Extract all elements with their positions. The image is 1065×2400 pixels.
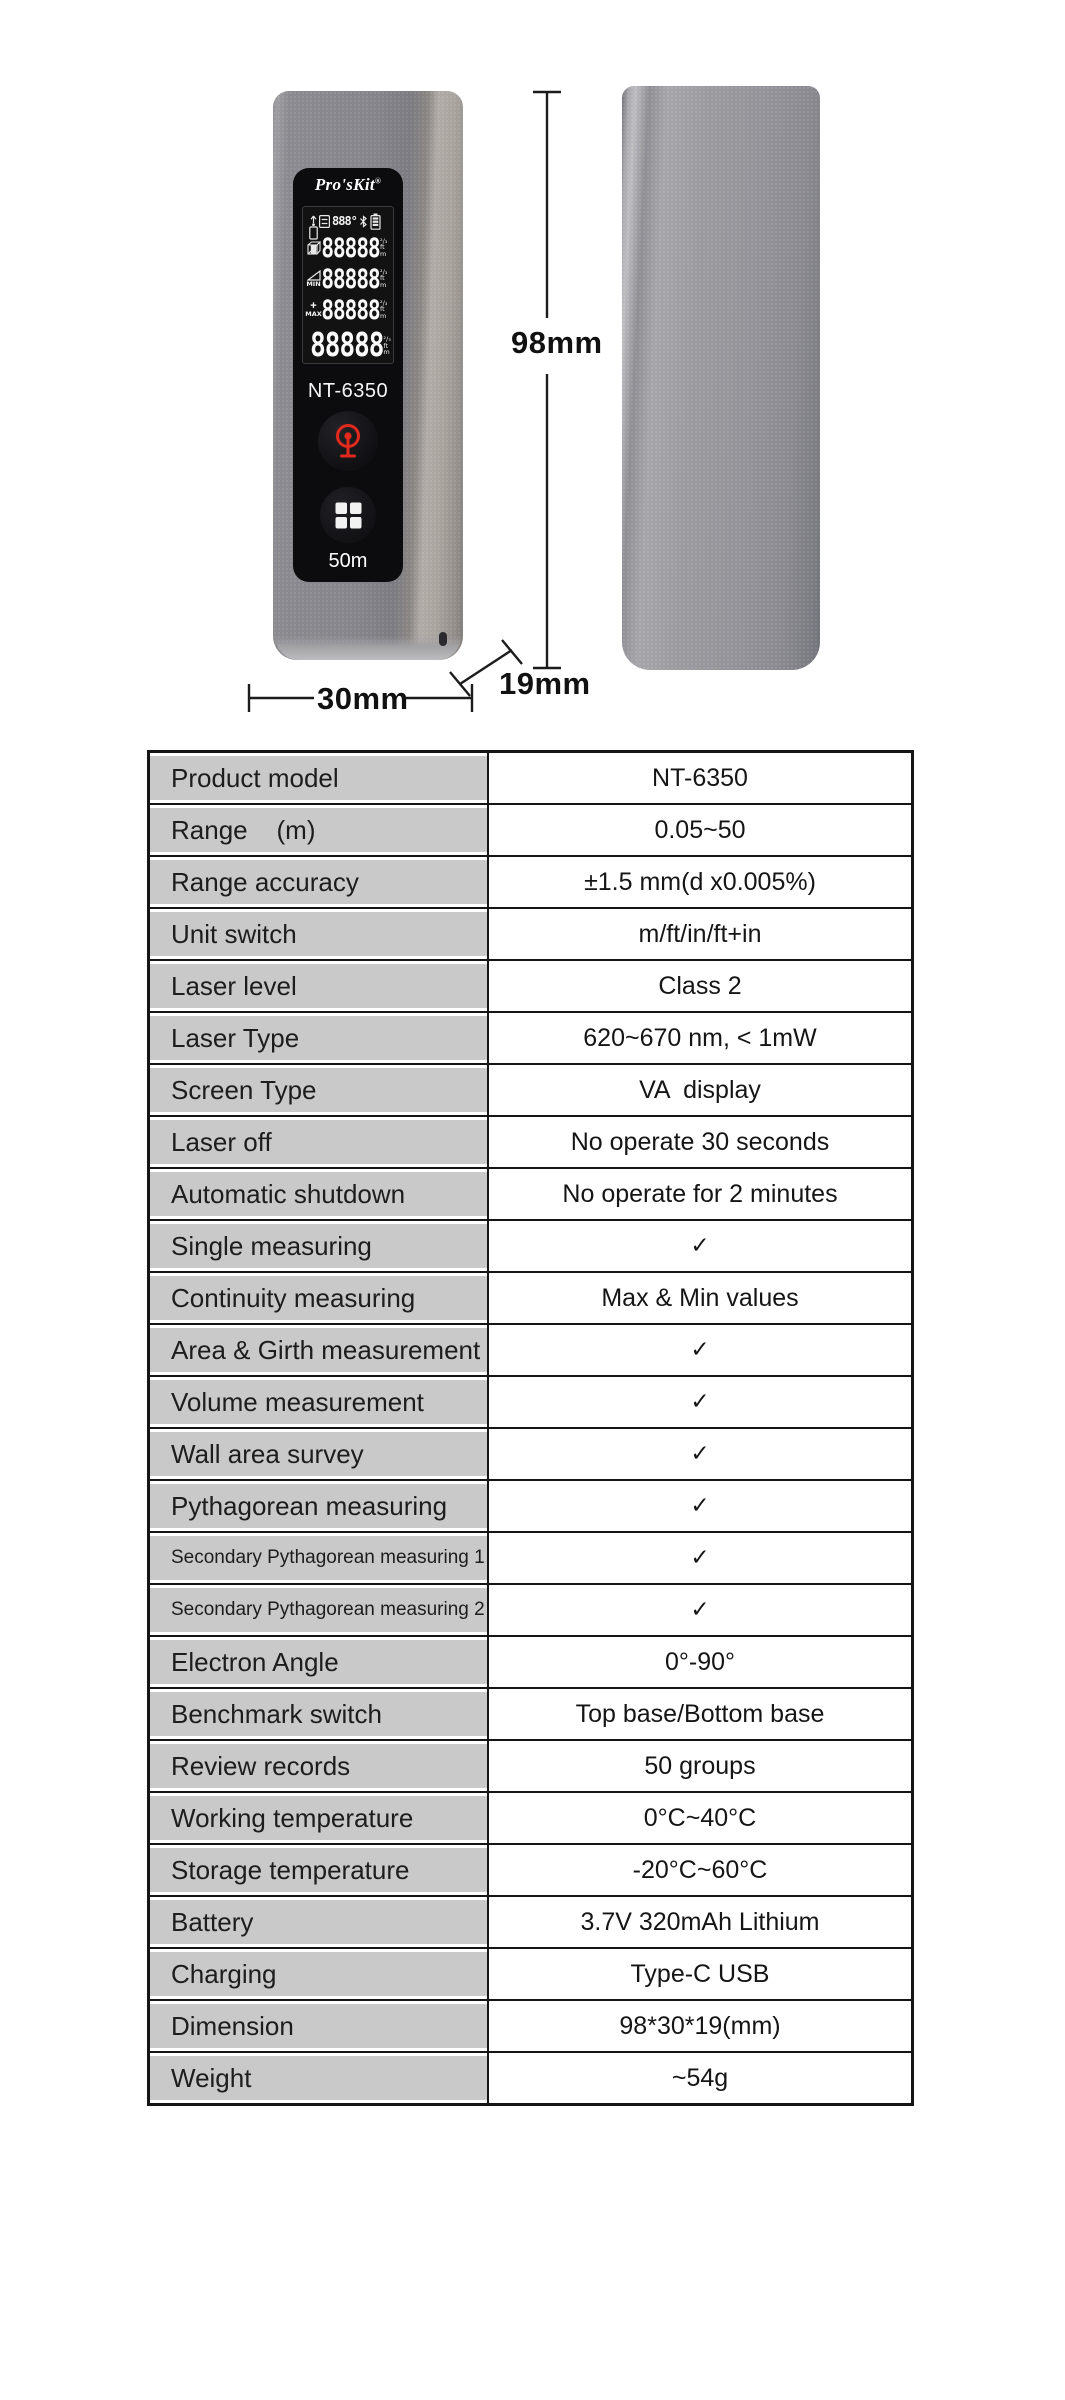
spec-value-cell: ✓ — [487, 1481, 911, 1531]
spec-value-cell: ✓ — [487, 1377, 911, 1427]
spec-value-cell: Type-C USB — [487, 1949, 911, 1999]
spec-value-cell: 98*30*19(mm) — [487, 2001, 911, 2051]
brand-logo — [293, 175, 403, 195]
usb-port — [439, 632, 447, 646]
plus-sign: + — [310, 299, 317, 312]
spec-value-cell: Top base/Bottom base — [487, 1689, 911, 1739]
spec-label-cell: Benchmark switch — [150, 1689, 487, 1739]
spec-label-cell: Volume measurement — [150, 1377, 487, 1427]
spec-table — [147, 750, 914, 2106]
spec-value-cell: ~54g — [487, 2053, 911, 2103]
spec-value-cell: 0.05~50 — [487, 805, 911, 855]
lcd-digits: 88888 — [321, 263, 380, 294]
spec-label-cell: Review records — [150, 1741, 487, 1791]
table-row — [150, 959, 911, 1011]
table-row — [150, 855, 911, 907]
records-icon — [319, 215, 330, 228]
table-row — [150, 1791, 911, 1843]
table-row — [150, 1843, 911, 1895]
spec-value-cell: ±1.5 mm(d x0.005%) — [487, 857, 911, 907]
spec-label-cell: Laser off — [150, 1117, 487, 1167]
lcd-screen — [302, 206, 394, 364]
brand-logo-text: Pro'sKit — [314, 175, 375, 194]
table-row — [150, 1011, 911, 1063]
spec-label-cell: Secondary Pythagorean measuring 2 — [150, 1585, 487, 1635]
spec-label-cell: Range (m) — [150, 805, 487, 855]
table-row — [150, 1947, 911, 1999]
spec-value-cell: Max & Min values — [487, 1273, 911, 1323]
table-row — [150, 1323, 911, 1375]
spec-value-cell: 3.7V 320mAh Lithium — [487, 1897, 911, 1947]
lcd-row-main — [306, 325, 391, 367]
battery-icon — [370, 213, 381, 230]
spec-label-cell: Product model — [150, 753, 487, 803]
model-label: NT-6350 — [307, 380, 389, 402]
spec-value-cell: Class 2 — [487, 961, 911, 1011]
device-bottom-face — [275, 636, 461, 660]
table-row — [150, 1583, 911, 1635]
spec-label-cell: Wall area survey — [150, 1429, 487, 1479]
table-row — [150, 1115, 911, 1167]
max-label: MAX — [305, 309, 322, 318]
spec-label-cell: Working temperature — [150, 1793, 487, 1843]
table-row — [150, 1375, 911, 1427]
spec-label-cell: Area & Girth measurement — [150, 1325, 487, 1375]
table-row — [150, 1895, 911, 1947]
spec-value-cell: No operate 30 seconds — [487, 1117, 911, 1167]
table-row — [150, 1635, 911, 1687]
spec-label-cell: Automatic shutdown — [150, 1169, 487, 1219]
spec-label-cell: Laser Type — [150, 1013, 487, 1063]
dimension-lines — [0, 0, 1065, 730]
height-dimension-label: 98mm — [511, 325, 603, 360]
spec-value-cell: ✓ — [487, 1429, 911, 1479]
spec-value-cell: 620~670 nm, < 1mW — [487, 1013, 911, 1063]
spec-label-cell: Unit switch — [150, 909, 487, 959]
spec-value-cell: ✓ — [487, 1221, 911, 1271]
unit-stack: ²/₃ ft m — [380, 236, 388, 258]
table-row — [150, 1219, 911, 1271]
table-row — [150, 1271, 911, 1323]
spec-value-cell: 50 groups — [487, 1741, 911, 1791]
spec-label-cell: Pythagorean measuring — [150, 1481, 487, 1531]
depth-dimension-label: 19mm — [499, 666, 591, 701]
spec-label-cell: Weight — [150, 2053, 487, 2103]
spec-label-cell: Laser level — [150, 961, 487, 1011]
spec-label-cell: Battery — [150, 1897, 487, 1947]
unit-stack: ²/₃ ft m — [380, 298, 388, 320]
front-panel — [293, 168, 403, 582]
spec-label-cell: Single measuring — [150, 1221, 487, 1271]
spec-value-cell: 0°C~40°C — [487, 1793, 911, 1843]
spec-value-cell: ✓ — [487, 1325, 911, 1375]
registered-mark: ® — [374, 176, 382, 186]
unit-stack: ²/₃ ft m — [383, 335, 391, 357]
angle-readout: 888° — [332, 214, 357, 228]
spec-value-cell: NT-6350 — [487, 753, 911, 803]
menu-grid-icon — [335, 502, 362, 529]
spec-value-cell: m/ft/in/ft+in — [487, 909, 911, 959]
lcd-status-row — [319, 210, 391, 232]
spec-label-cell: Continuity measuring — [150, 1273, 487, 1323]
spec-value-cell: 0°-90° — [487, 1637, 911, 1687]
unit-stack: ²/₃ ft m — [380, 267, 388, 289]
table-row — [150, 1167, 911, 1219]
table-row — [150, 753, 911, 803]
spec-value-cell: VA display — [487, 1065, 911, 1115]
spec-label-cell: Dimension — [150, 2001, 487, 2051]
spec-label-cell: Secondary Pythagorean measuring 1 — [150, 1533, 487, 1583]
table-row — [150, 907, 911, 959]
front-view-photo — [273, 91, 463, 660]
measure-reference-icon — [308, 214, 319, 258]
spec-label-cell: Range accuracy — [150, 857, 487, 907]
spec-value-cell: ✓ — [487, 1585, 911, 1635]
table-row — [150, 1427, 911, 1479]
laser-measure-icon — [328, 420, 368, 462]
table-row — [150, 1479, 911, 1531]
table-row — [150, 1739, 911, 1791]
lcd-digits: 88888 — [321, 294, 380, 325]
lcd-row — [306, 294, 391, 325]
table-row — [150, 1687, 911, 1739]
side-view-photo — [622, 86, 820, 670]
measure-button — [318, 411, 378, 471]
lcd-row — [306, 263, 391, 294]
spec-label-cell: Screen Type — [150, 1065, 487, 1115]
table-row — [150, 803, 911, 855]
table-row — [150, 2051, 911, 2103]
table-row — [150, 1063, 911, 1115]
table-row — [150, 1531, 911, 1583]
width-dimension-label: 30mm — [317, 681, 409, 716]
spec-value-cell: No operate for 2 minutes — [487, 1169, 911, 1219]
range-badge: 50m — [328, 550, 368, 572]
spec-label-cell: Charging — [150, 1949, 487, 1999]
spec-label-cell: Storage temperature — [150, 1845, 487, 1895]
spec-value-cell: -20°C~60°C — [487, 1845, 911, 1895]
table-row — [150, 1999, 911, 2051]
spec-value-cell: ✓ — [487, 1533, 911, 1583]
menu-button — [320, 487, 376, 543]
lcd-digits: 88888 — [310, 327, 384, 365]
pythagoras-triangle-icon — [307, 270, 321, 281]
bluetooth-icon — [359, 215, 368, 228]
min-label: MIN — [306, 279, 321, 288]
spec-label-cell: Electron Angle — [150, 1637, 487, 1687]
lcd-digits: 88888 — [321, 232, 380, 263]
